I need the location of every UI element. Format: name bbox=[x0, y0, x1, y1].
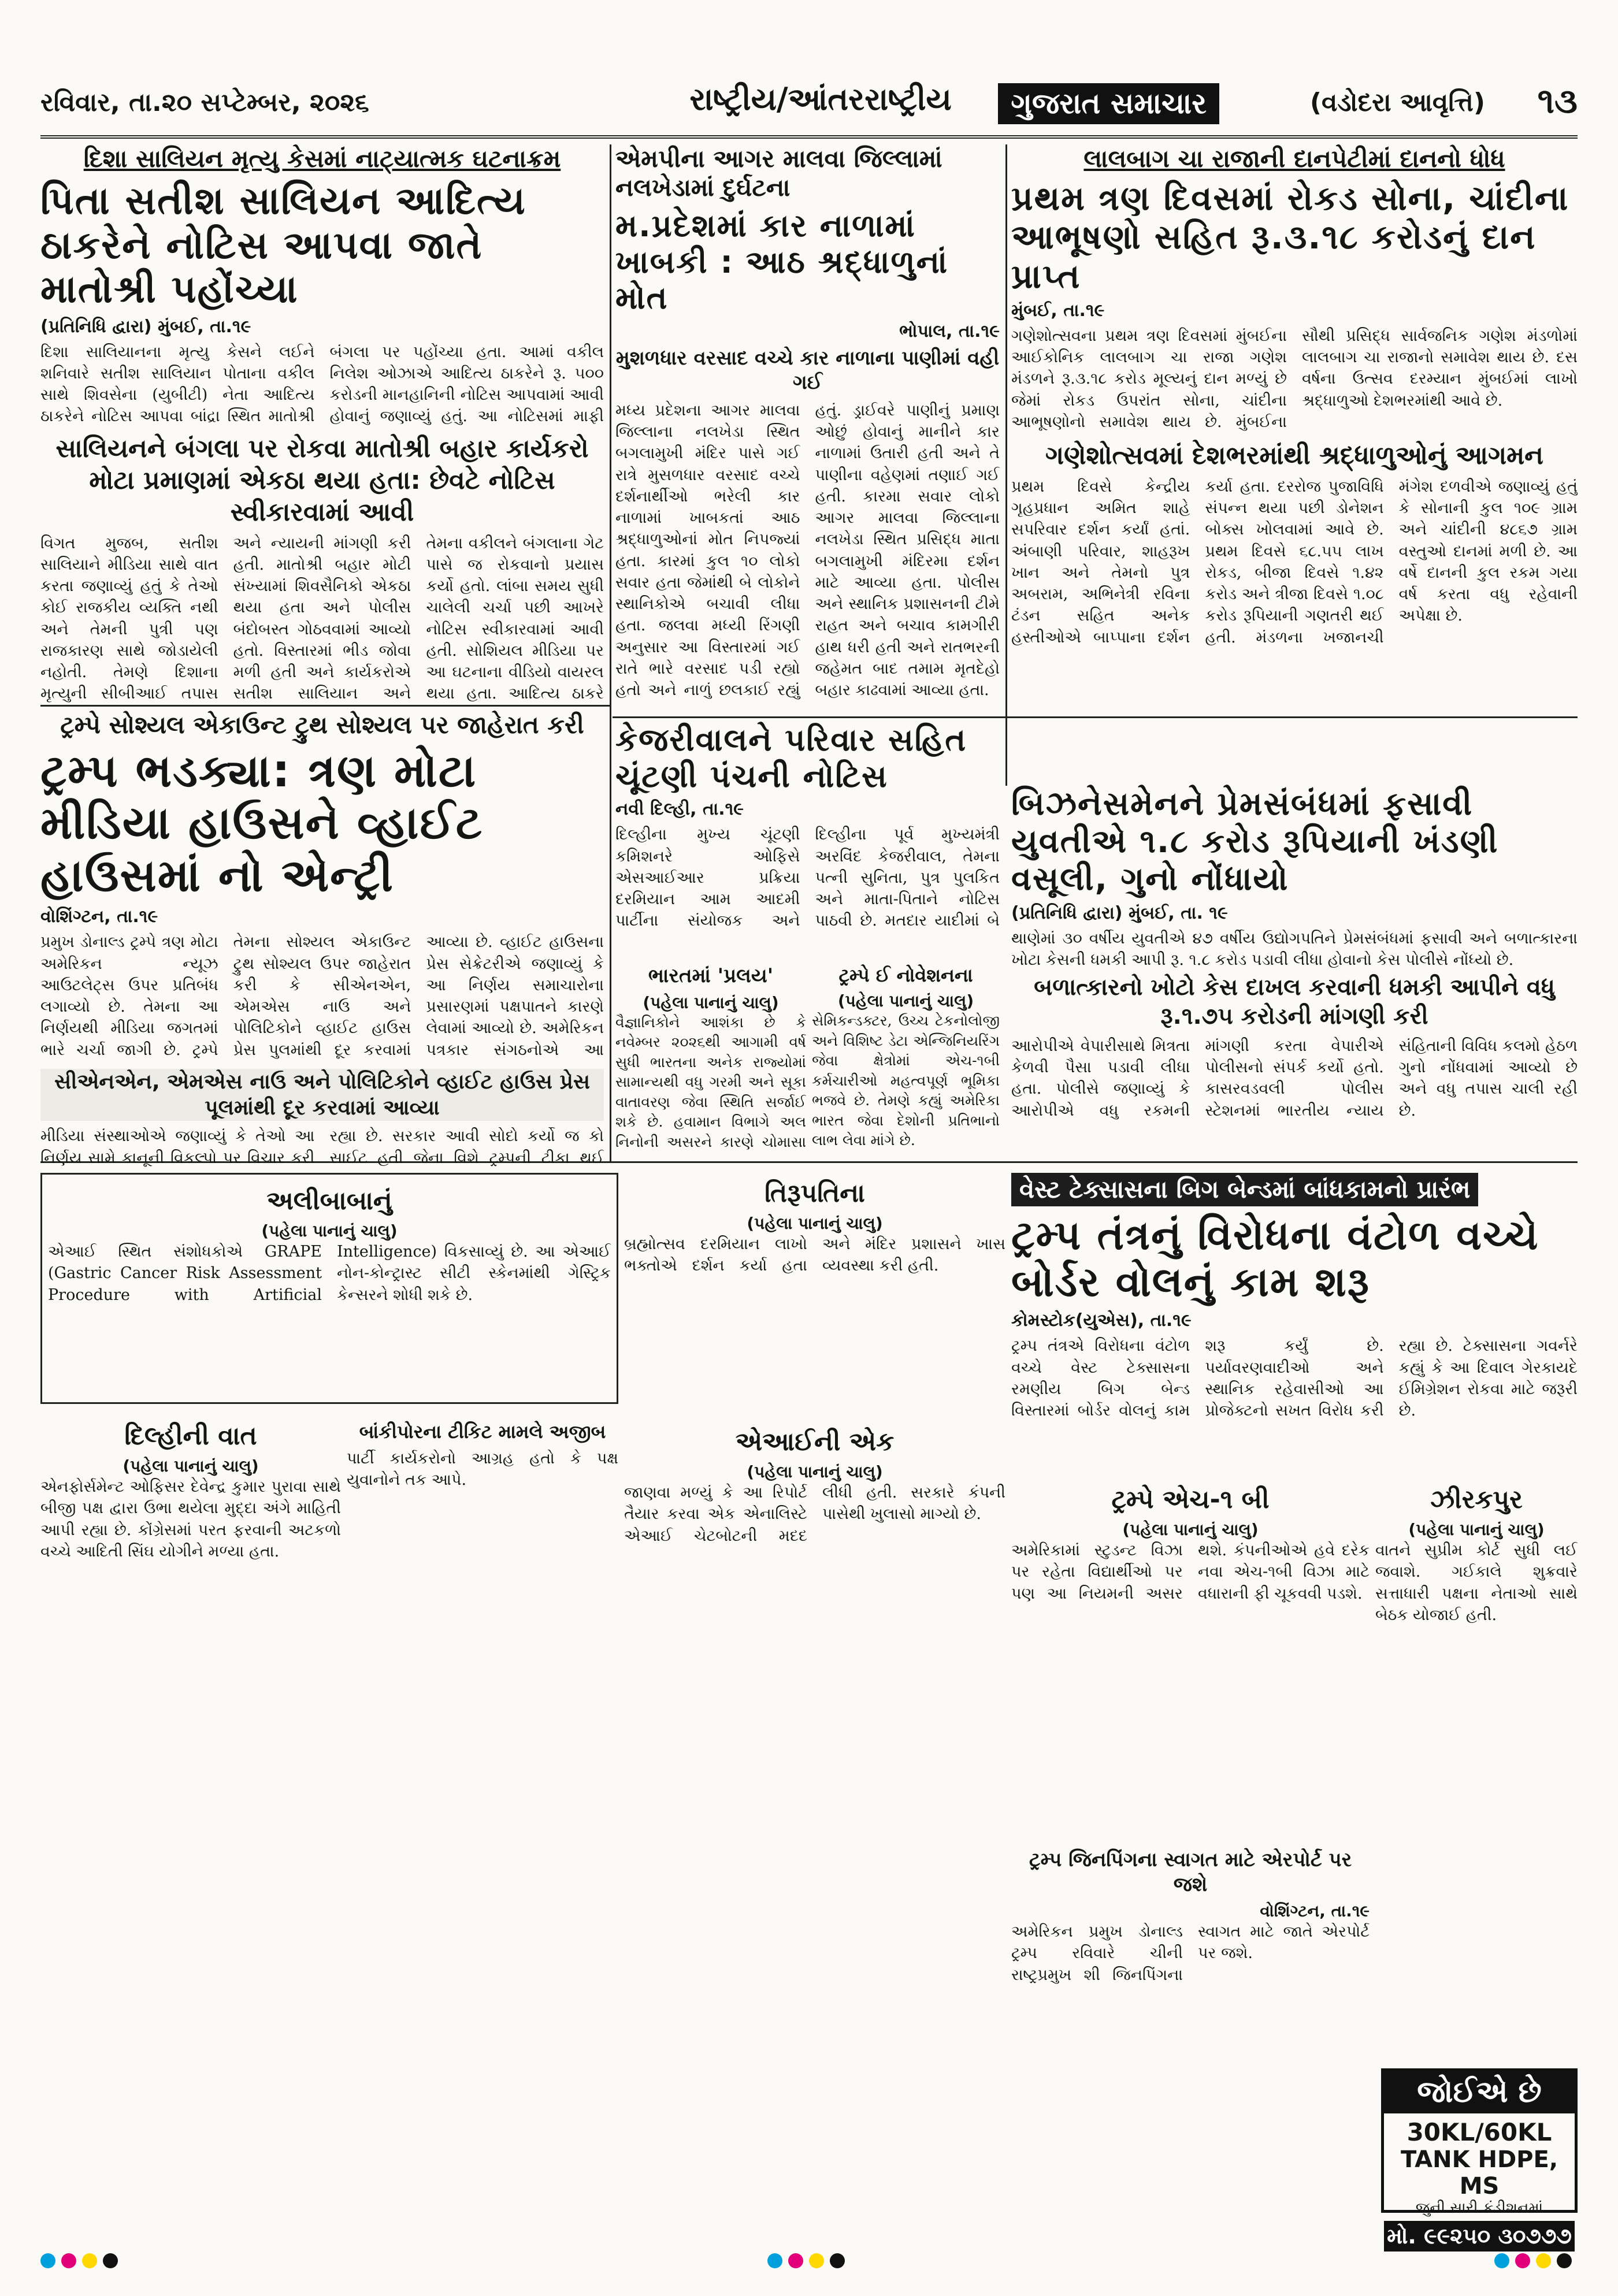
story-kicker: લાલબાગ ચા રાજાની દાનપેટીમાં દાનનો ધોધ bbox=[1083, 144, 1505, 173]
story-headline: કેજરીવાલને પરિવાર સહિત ચૂંટણી પંચની નોટિસ bbox=[615, 722, 967, 794]
story-headline: મ.પ્રદેશમાં કાર નાળામાં ખાબકી : આઠ શ્રદ્ધાળુનાં મોત bbox=[615, 207, 949, 317]
color-dots-left bbox=[40, 2253, 124, 2271]
column-divider bbox=[1005, 144, 1007, 786]
story-subhead: સીએનએન, એમએસ નાઉ અને પોલિટિકોને વ્હાઈટ હાઉસ પ્રેસ પૂલમાંથી દૂર કરવામાં આવ્યા bbox=[40, 1069, 604, 1121]
jump-title: બાંકીપોરના ટીકિટ મામલે અજીબ bbox=[359, 1421, 606, 1443]
jump-delhi-vaat bbox=[40, 1416, 341, 2242]
jump-body: બ્રહ્મોત્સવ દરમિયાન લાખો ભક્તોએ દર્શન કર્યા હતા અને મંદિર પ્રશાસને ખાસ વ્યવસ્થા કરી હતી. bbox=[624, 1235, 1005, 1275]
jump-title: અલીબાબાનું bbox=[266, 1186, 392, 1216]
jump-continued-label: (પહેલા પાનાનું ચાલુ) bbox=[1122, 1520, 1259, 1539]
jump-body: પાર્ટી કાર્યકરોનો આગ્રહ હતો કે પક્ષ યુવાનોને તક આપે. bbox=[347, 1450, 618, 1489]
classified-ad bbox=[1381, 2068, 1578, 2249]
jump-body: અમેરિકામાં સ્ટુડન્ટ વિઝા પર રહેતા વિદ્યાર્થીઓ પર પણ આ નિયમની અસર થશે. કંપનીઓએ હવે દરેક નવા એચ-૧બી વિઝા માટે વધારાની ફી ચૂકવવી પડશે. bbox=[1011, 1541, 1370, 1603]
story-dateline: વોશિંગ્ટન, તા.૧૯ bbox=[40, 906, 158, 927]
section-title: રાષ્ટ્રીય/આંતરરાષ્ટ્રીય bbox=[689, 81, 952, 117]
color-dots-center bbox=[767, 2253, 851, 2271]
jump-continued-label: (પહેલા પાનાનું ચાલુ) bbox=[747, 1214, 883, 1233]
story-body-continued: વિગત મુજબ, સતીશ સાલિયાને મીડિયા સાથે વાત કરતા જણાવ્યું હતું કે તેઓ કોઈ રાજકીય વ્યક્તિ નથી અને તેમની પુત્રી પણ રાજકારણ સાથે જોડાયેલી નહોતી. તેમણે દિશાના મૃત્યુની સીબીઆઈ તપાસ અને ન્યાયની માંગણી કરી હતી. માતોશ્રી બહાર મોટી સંખ્યામાં શિવસૈનિકો એકઠા થયા હતા અને પોલીસ બંદોબસ્ત ગોઠવવામાં આવ્યો હતો. વિસ્તારમાં ભીડ જોવા મળી હતી અને કાર્યકરોએ સતીશ સાલિયાન અને તેમના વકીલને બંગલાના ગેટ પાસે જ રોકવાનો પ્રયાસ કર્યો હતો. લાંબા સમય સુધી ચાલેલી ચર્ચા પછી આખરે નોટિસ સ્વીકારવામાં આવી હતી. સોશિયલ મીડિયા પર આ ઘટનાના વીડિયો વાયરલ થયા હતા. આદિત્ય ઠાકરે bbox=[40, 534, 604, 703]
jump-title: ઝીરકપુર bbox=[1430, 1485, 1523, 1514]
color-dots-right bbox=[1494, 2253, 1578, 2271]
story-kicker: એમપીના આગર માલવા જિલ્લામાં નલખેડામાં દુર્ઘટના bbox=[615, 144, 942, 202]
ad-line: TANK HDPE, MS bbox=[1400, 2146, 1558, 2200]
issue-date: રવિવાર, તા.૨૦ સપ્ટેમ્બર, ૨૦૨૬ bbox=[40, 88, 369, 117]
jump-title: ટ્રમ્પે એચ-૧ બી bbox=[1111, 1485, 1270, 1514]
jump-title: ટ્રમ્પે ઈ નોવેશનના bbox=[838, 964, 973, 986]
jump-trump-innovation bbox=[812, 959, 1000, 1156]
story-kicker: વેસ્ટ ટેક્સાસના બિગ બેન્ડમાં બાંધકામનો પ્રારંભ bbox=[1011, 1173, 1478, 1206]
story-body: મધ્ય પ્રદેશના આગર માલવા જિલ્લાના નલખેડા સ્થિત બગલામુખી મંદિર પાસે ગઈ રાત્રે મુસળધાર વરસાદ વચ્ચે દર્શનાર્થીઓ ભરેલી કાર નાળામાં ખાબકતાં આઠ શ્રદ્ધાળુઓનાં મોત નિપજ્યાં હતા. કારમાં કુલ ૧૦ લોકો સવાર હતા જેમાંથી બે લોકોને સ્થાનિકોએ બચાવી લીધા હતા. જલવા મધ્યી રિંગણી અનુસાર આ વિસ્તારમાં ગઈ રાતે ભારે વરસાદ પડી રહ્યો હતો અને નાળું છલકાઈ રહ્યું હતું. ડ્રાઈવરે પાણીનું પ્રમાણ ઓછું હોવાનું માનીને કાર નાળામાં ઉતારી હતી અને તે પાણીના વહેણમાં તણાઈ ગઈ હતી. કારમા સવાર લોકો આગર માલવા જિલ્લાના નલખેડા સ્થિત પ્રસિદ્ધ માતા બગલામુખી મંદિરમા દર્શન માટે આવ્યા હતા. પોલીસ અને સ્થાનિક પ્રશાસનની ટીમે રાહત અને બચાવ કામગીરી હાથ ધરી હતી અને રાતભરની જહેમત બાદ તમામ મૃતદેહો બહાર કાઢવામાં આવ્યા હતા. bbox=[615, 401, 1000, 700]
story-body: થાણેમાં ૩૦ વર્ષીય યુવતીએ ૪૭ વર્ષીય ઉદ્યોગપતિને પ્રેમસંબંધમાં ફસાવી અને બળાત્કારના ખોટા કેસની ધમકી આપી રૂ. ૧.૮ કરોડ પડાવી લીધા હોવાનો કેસ પોલીસે નોંધ્યો છે. bbox=[1011, 929, 1578, 968]
jump-body: વાતને સુપ્રીમ કોર્ટ સુધી લઈ જવાશે. ગઈકાલે શુક્રવારે સત્તાધારી પક્ષના નેતાઓ સાથે બેઠક યોજાઈ હતી. bbox=[1375, 1541, 1578, 1624]
story-kicker: દિશા સાલિયન મૃત્યુ કેસમાં નાટ્યાત્મક ઘટનાક્રમ bbox=[83, 144, 561, 173]
story-border-wall bbox=[1011, 1173, 1578, 1473]
story-subhead: બળાત્કારનો ખોટો કેસ દાખલ કરવાની ધમકી આપીને વધુ રૂ.૧.૭૫ કરોડની માંગણી કરી bbox=[1034, 974, 1555, 1030]
story-body: ટ્રમ્પ તંત્રએ વિરોધના વંટોળ વચ્ચે વેસ્ટ ટેક્સાસના રમણીય બિગ બેન્ડ વિસ્તારમાં બોર્ડર વોલનું કામ શરૂ કર્યું છે. પર્યાવરણવાદીઓ અને સ્થાનિક રહેવાસીઓ આ પ્રોજેક્ટનો સખત વિરોધ કરી રહ્યા છે. ટેક્સાસના ગવર્નરે કહ્યું કે આ દિવાલ ગેરકાયદે ઈમિગ્રેશન રોકવા માટે જરૂરી છે. bbox=[1011, 1337, 1578, 1420]
edition-label: (વડોદરા આવૃત્તિ) bbox=[1309, 88, 1485, 117]
jump-dateline: વોશિંગ્ટન, તા.૧૯ bbox=[1260, 1901, 1370, 1920]
story-subhead: સાલિયનને બંગલા પર રોકવા માતોશ્રી બહાર કાર્યકરો મોટા પ્રમાણમાં એકઠા થયા હતા: છેવટે નોટિસ સ્વીકારવામાં આવી bbox=[55, 433, 589, 527]
ad-line: જુની સારી કંડીશનમાં bbox=[1415, 2200, 1543, 2217]
story-dateline: (પ્રતિનિધિ દ્વારા) મુંબઈ, તા. ૧૯ bbox=[1011, 902, 1228, 923]
story-subhead: ગણેશોત્સવમાં દેશભરમાંથી શ્રદ્ધાળુઓનું આગમન bbox=[1045, 440, 1543, 470]
jump-continued-label: (પહેલા પાનાનું ચાલુ) bbox=[123, 1457, 259, 1476]
story-dateline: નવી દિલ્હી, તા.૧૯ bbox=[615, 799, 744, 820]
newspaper-logo: ગુજરાત સમાચાર bbox=[998, 83, 1219, 124]
story-body: દિલ્હીના મુખ્ય ચૂંટણી કમિશનરે ઓફિસે એસઆઈઆર પ્રક્રિયા દરમિયાન આમ આદમી પાર્ટીના સંયોજક અને દિલ્હીના પૂર્વ મુખ્યમંત્રી અરવિંદ કેજરીવાલ, તેમના પત્ની સુનિતા, પુત્ર પુલકિત અને માતા-પિતાને નોટિસ પાઠવી છે. મતદાર યાદીમાં બે bbox=[615, 826, 1000, 930]
story-dateline: મુંબઈ, તા.૧૯ bbox=[1011, 300, 1105, 321]
story-subhead: મુશળધાર વરસાદ વચ્ચે કાર નાળાના પાણીમાં વહી ગઈ bbox=[615, 346, 1000, 395]
story-kejriwal-notice bbox=[615, 722, 1000, 953]
story-headline: ટ્રમ્પ તંત્રનું વિરોધના વંટોળ વચ્ચે બોર્ડર વોલનું કામ શરૂ bbox=[1011, 1212, 1539, 1306]
story-businessman-extortion bbox=[1011, 786, 1578, 1156]
story-disha-salian bbox=[40, 144, 604, 703]
jump-continued-label: (પહેલા પાનાનું ચાલુ) bbox=[261, 1221, 398, 1240]
masthead bbox=[40, 75, 1578, 139]
jump-jinping bbox=[1011, 1843, 1370, 2242]
jump-continued-label: (પહેલા પાનાનું ચાલુ) bbox=[837, 991, 974, 1010]
jump-rahul bbox=[347, 1416, 618, 2242]
page-number: ૧૩ bbox=[1537, 81, 1578, 121]
jump-body: સેમિકન્ડક્ટર, ઉચ્ચ ટેકનોલોજી અને વિશિષ્ટ ડેટા એન્જિનિયરિંગ જેવા ક્ષેત્રોમાં એચ-૧બી કર્મચારીઓ મહત્વપૂર્ણ ભૂમિકા ભજવે છે. તેમણે કહ્યું અમેરિકા ભારત જેવા દેશોની પ્રતિભાનો લાભ લેવા માંગે છે. bbox=[812, 1012, 1000, 1149]
story-dateline: ભોપાલ, તા.૧૯ bbox=[899, 321, 1000, 341]
jump-alibaba bbox=[40, 1173, 618, 1404]
jump-bharat-pralay bbox=[615, 959, 806, 1156]
ad-phone: મો. ૯૯૨૫૦ ૩૦૭૭૭ bbox=[1384, 2221, 1575, 2252]
story-dateline: (પ્રતિનિધિ દ્વારા) મુંબઈ, તા.૧૯ bbox=[40, 316, 251, 337]
story-lalbaug-donation bbox=[1011, 144, 1578, 780]
jump-tirupati bbox=[624, 1173, 1005, 1416]
jump-zirakpur bbox=[1375, 1479, 1578, 2057]
story-body-continued: પ્રથમ દિવસે કેન્દ્રીય ગૃહપ્રધાન અમિત શાહે સપરિવાર દર્શન કર્યાં હતાં. અંબાણી પરિવાર, શાહરૂખ ખાન અને તેમનો પુત્ર અબરામ, અભિનેત્રી રવિના ટંડન સહિત અનેક હસ્તીઓએ બાપ્પાના દર્શન કર્યા હતા. દરરોજ પુજાવિધિ સંપન્ન થયા પછી ડોનેશન બોક્સ ખોલવામાં આવે છે. પ્રથમ દિવસે ૬૮.૫૫ લાખ રોકડ, બીજા દિવસે ૧.૪૨ કરોડ અને ત્રીજા દિવસે ૧.૦૮ કરોડ રૂપિયાની ગણતરી થઈ હતી. મંડળના ખજાનચી મંગેશ દળવીએ જણાવ્યું હતું કે સોનાની કુલ ૧૦૯ ગ્રામ અને ચાંદીની ૪૮૬૭ ગ્રામ વસ્તુઓ દાનમાં મળી છે. આ વર્ષે દાનની કુલ રકમ ગયા વર્ષ કરતા વધુ રહેવાની અપેક્ષા છે. bbox=[1011, 477, 1578, 647]
column-divider bbox=[610, 144, 611, 1161]
jump-body: વૈજ્ઞાનિકોને આશંકા છે કે નવેમ્બર ૨૦૨૬થી આગામી વર્ષ સુધી ભારતના અનેક રાજ્યોમાં સામાન્યથી વધુ ગરમી અને સૂકા વાતાવરણ જેવા સ્થિતિ સર્જાઈ શકે છે. હવામાન વિભાગે અલ નિનોની અસરને કારણે ચોમાસા bbox=[615, 1013, 806, 1150]
story-headline: બિઝનેસમેનને પ્રેમસંબંધમાં ફસાવી યુવતીએ ૧.૮ કરોડ રૂપિયાની ખંડણી વસૂલી, ગુનો નોંધાયો bbox=[1011, 785, 1499, 898]
jump-title: એઆઈની એક bbox=[735, 1427, 895, 1457]
story-body-continued: આરોપીએ વેપારીસાથે મિત્રતા કેળવી પૈસા પડાવી લીધા હતા. પોલીસે જણાવ્યું કે આરોપીએ વધુ રકમની માંગણી કરતા વેપારીએ પોલીસનો સંપર્ક કર્યો હતો. કાસરવડવલી પોલીસ સ્ટેશનમાં ભારતીય ન્યાય સંહિતાની વિવિધ કલમો હેઠળ ગુનો નોંધવામાં આવ્યો છે અને વધુ તપાસ ચાલી રહી છે. bbox=[1011, 1036, 1578, 1120]
ad-line: 30KL/60KL bbox=[1407, 2118, 1552, 2146]
jump-body: જાણવા મળ્યું કે આ રિપોર્ટ તૈયાર કરવા એક એનાલિસ્ટે એઆઈ ચેટબોટની મદદ લીધી હતી. સરકારે કંપની પાસેથી ખુલાસો માગ્યો છે. bbox=[624, 1484, 1005, 1545]
jump-title: તિરૂપતિના bbox=[765, 1179, 865, 1208]
story-mp-accident bbox=[615, 144, 1000, 716]
ad-heading: જોઈએ છે bbox=[1384, 2071, 1575, 2113]
jump-trump-h1b bbox=[1011, 1479, 1370, 1837]
jump-ai bbox=[624, 1421, 1005, 2242]
print-registration-marks bbox=[40, 2253, 1578, 2271]
jump-title: ભારતમાં 'પ્રલય' bbox=[648, 964, 774, 987]
jump-body: એઆઈ સ્થિત સંશોધકોએ GRAPE (Gastric Cancer Risk Assessment Procedure with Artificial Intelligence) વિકસાવ્યું છે. આ એઆઈ નોન-કોન્ટ્રાસ્ટ સીટી સ્કેનમાંથી ગેસ્ટ્રિક કેન્સરને શોધી શકે છે. bbox=[48, 1243, 611, 1304]
story-body: દિશા સાલિયાનના મૃત્યુ કેસને લઈને શનિવારે સતીશ સાલિયાન પોતાના વકીલ સાથે શિવસેના (યુબીટી) નેતા આદિત્ય ઠાકરેને નોટિસ આપવા બાંદ્રા સ્થિત માતોશ્રી બંગલા પર પહોંચ્યા હતા. આમાં વકીલ નિલેશ ઓઝાએ આદિત્ય ઠાકરેને રૂ. ૫૦૦ કરોડની માનહાનિની નોટિસ આપવામાં આવી હોવાનું જણાવ્યું હતું. આ નોટિસમાં માફી bbox=[40, 343, 604, 426]
story-dateline: કોમસ્ટોક(યુએસ), તા.૧૯ bbox=[1011, 1310, 1192, 1331]
story-headline: પિતા સતીશ સાલિયન આદિત્ય ઠાકરેને નોટિસ આપવા જાતે માતોશ્રી પહોંચ્યા bbox=[40, 179, 526, 312]
story-body: પ્રમુખ ડોનાલ્ડ ટ્રમ્પે ત્રણ મોટા અમેરિકન ન્યૂઝ આઉટલેટ્સ ઉપર પ્રતિબંધ લગાવ્યો છે. તેમના આ નિર્ણયથી મીડિયા જગતમાં ભારે ચર્ચા જાગી છે. ટ્રમ્પે તેમના સોશ્યલ એકાઉન્ટ ટ્રુથ સોશ્યલ ઉપર જાહેરાત કરી કે સીએનએન, એમએસ નાઉ અને પોલિટિકોને વ્હાઈટ હાઉસ પ્રેસ પુલમાંથી દૂર કરવામાં આવ્યા છે. વ્હાઈટ હાઉસના પ્રેસ સેક્રેટરીએ જણાવ્યું કે આ નિર્ણય સમાચારોના પ્રસારણમાં પક્ષપાતને કારણે લેવામાં આવ્યો છે. અમેરિકન પત્રકાર સંગઠનોએ આ bbox=[40, 933, 604, 1059]
jump-continued-label: (પહેલા પાનાનું ચાલુ) bbox=[1408, 1520, 1545, 1539]
jump-continued-label: (પહેલા પાનાનું ચાલુ) bbox=[747, 1462, 883, 1481]
story-trump-media bbox=[40, 711, 604, 1167]
jump-title: ટ્રમ્પ જિનપિંગના સ્વાગત માટે એરપોર્ટ પર જશે bbox=[1029, 1848, 1352, 1896]
jump-body: એનફોર્સમેન્ટ ઓફિસર દેવેન્દ્ર કુમાર પુરાવા સાથે બીજી પક્ષ દ્વારા ઉભા થયેલા મુદ્દા અંગે માહિતી આપી રહ્યા છે. કોંગ્રેસમાં પરત ફરવાની અટકળો વચ્ચે આદિતી સિંઘ યોગીને મળ્યા હતા. bbox=[40, 1478, 341, 1561]
story-kicker: ટ્રમ્પે સોશ્યલ એકાઉન્ટ ટ્રુથ સોશ્યલ પર જાહેરાત કરી bbox=[60, 711, 584, 739]
jump-body: અમેરિકન પ્રમુખ ડોનાલ્ડ ટ્રમ્પ રવિવારે ચીની રાષ્ટ્રપ્રમુખ શી જિનપિંગના સ્વાગત માટે જાતે એરપોર્ટ પર જશે. bbox=[1011, 1923, 1370, 1984]
jump-title: દિલ્હીની વાત bbox=[124, 1421, 257, 1451]
story-headline: પ્રથમ ત્રણ દિવસમાં રોકડ સોના, ચાંદીના આભૂષણો સહિત રૂ.૩.૧૮ કરોડનું દાન પ્રાપ્ત bbox=[1011, 179, 1569, 296]
story-body-continued: મીડિયા સંસ્થાઓએ જણાવ્યું કે તેઓ આ નિર્ણય સામે કાનૂની વિકલ્પો પર વિચાર કરી રહ્યા છે. સરકાર આવી સોદો કર્યો જ કો સાઈટ હતી જેના વિશે ટ્રમ્પની ટીકા થઈ bbox=[40, 1127, 604, 1167]
story-body: ગણેશોત્સવના પ્રથમ ત્રણ દિવસમાં મુંબઈના આઈકોનિક લાલબાગ ચા રાજા ગણેશ મંડળને રૂ.૩.૧૮ કરોડ મૂલ્યનું દાન મળ્યું છે જેમાં રોકડ ઉપરાંત સોના, ચાંદીના આભૂષણોનો સમાવેશ થાય છે. મુંબઈના સૌથી પ્રસિદ્ધ સાર્વજનિક ગણેશ મંડળોમાં લાલબાગ ચા રાજાનો સમાવેશ થાય છે. દસ વર્ષના ઉત્સવ દરમ્યાન મુંબઈમાં લાખો શ્રદ્ધાળુઓ દેશભરમાંથી આવે છે. bbox=[1011, 326, 1578, 431]
story-headline: ટ્રમ્પ ભડક્યા: ત્રણ મોટા મીડિયા હાઉસને વ્હાઈટ હાઉસમાં નો એન્ટ્રી bbox=[40, 745, 484, 902]
jump-continued-label: (પહેલા પાનાનું ચાલુ) bbox=[643, 993, 779, 1012]
